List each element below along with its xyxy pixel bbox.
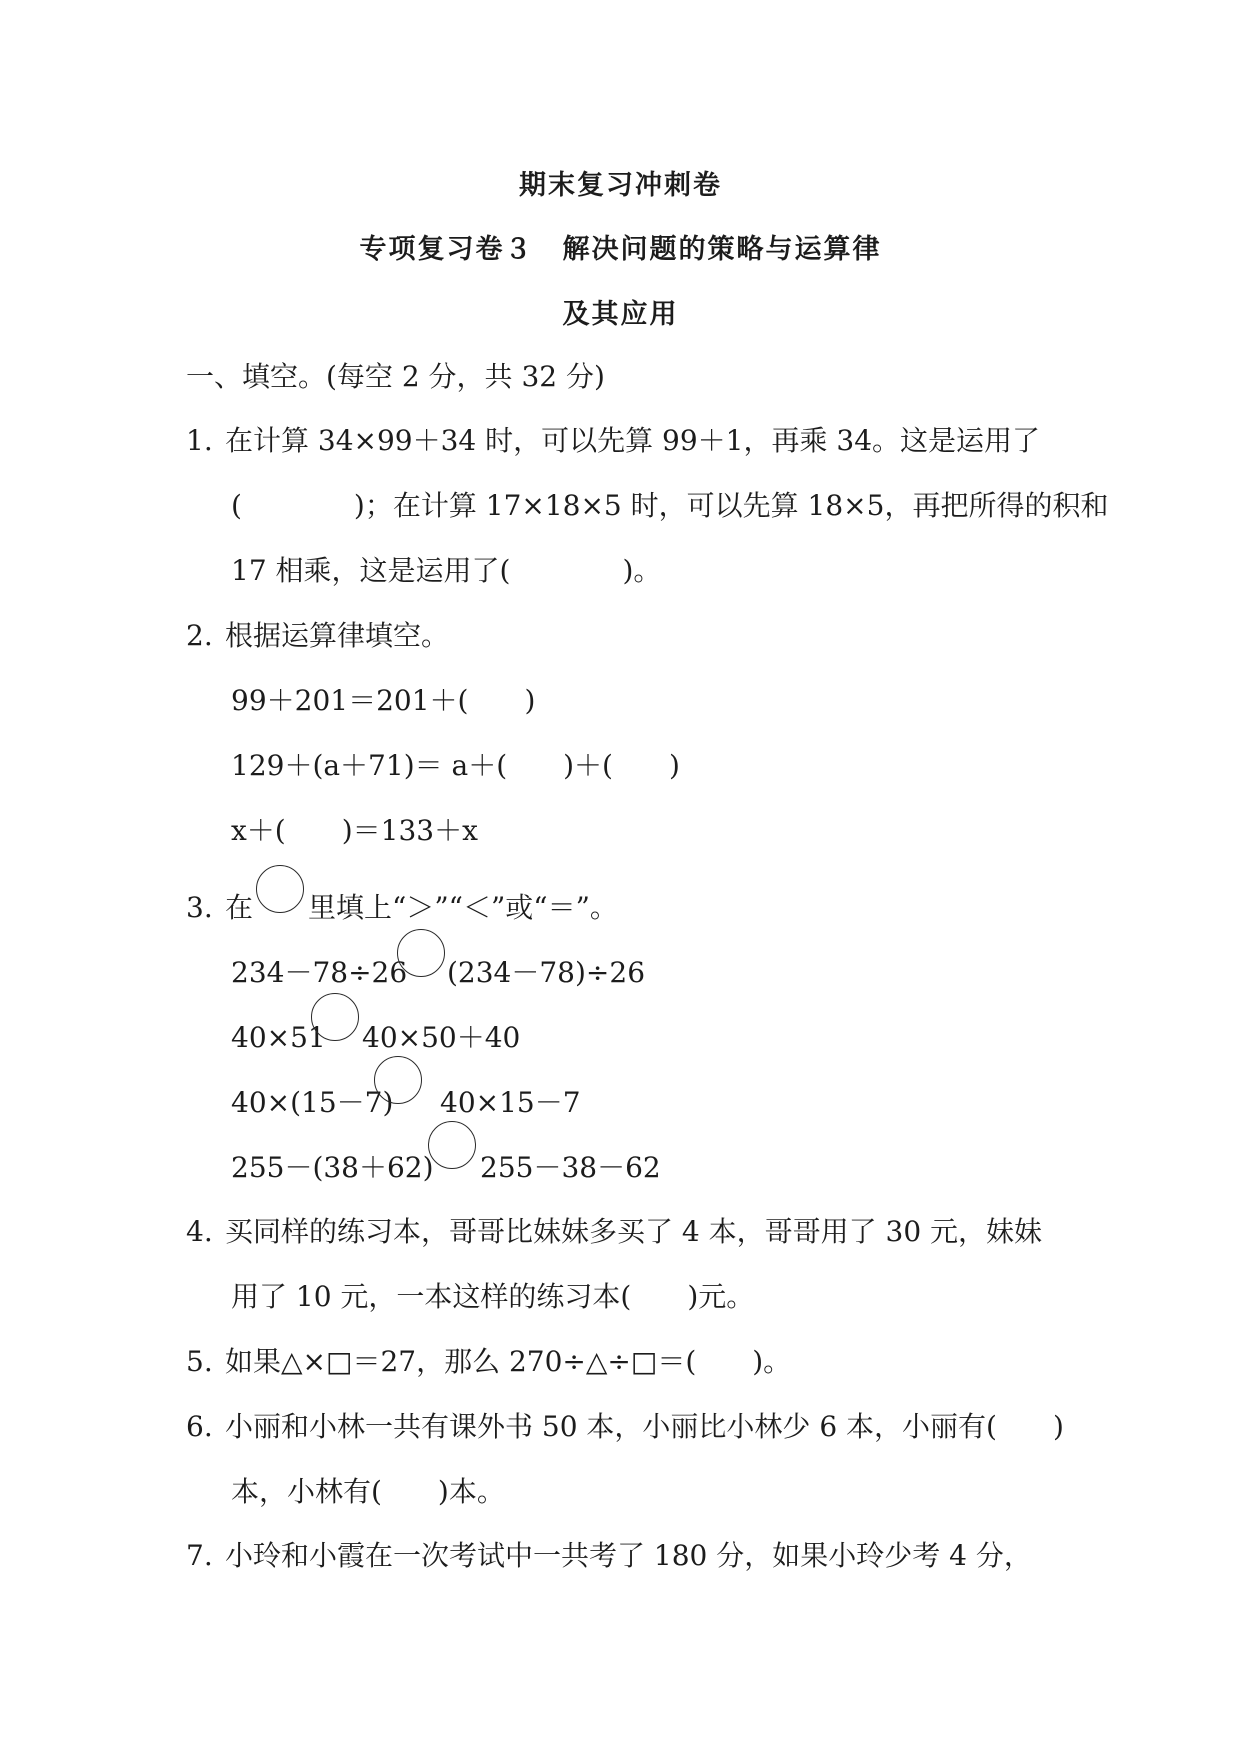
q6-line-2: 本，小林有( )本。 [231, 1475, 505, 1508]
q3-row3-left: 40×(15－7) [231, 1086, 394, 1119]
q3-instruction: 里填上“＞”“＜”或“＝”。 [308, 891, 618, 924]
q3-row2-right: 40×50＋40 [362, 1021, 521, 1054]
q2-equation-1: 99＋201＝201＋( ) [231, 684, 536, 717]
q4-number: 4. [186, 1215, 213, 1248]
q3-row3-answer-circle[interactable] [374, 1056, 422, 1104]
q3-row4-right: 255－38－62 [480, 1151, 661, 1184]
q4-line-1: 买同样的练习本，哥哥比妹妹多买了 4 本，哥哥用了 30 元，妹妹 [225, 1215, 1043, 1248]
q1-number: 1. [186, 424, 213, 457]
exam-title: 期末复习冲刺卷 [519, 170, 722, 201]
q3-row1-left: 234－78÷26 [231, 956, 408, 989]
q3-number: 3. [186, 891, 213, 924]
q3-row1-answer-circle[interactable] [397, 929, 445, 977]
q2-equation-3: x＋( )＝133＋x [231, 814, 478, 847]
q5-number: 5. [186, 1345, 213, 1378]
q3-answer-circle-sample [256, 865, 304, 913]
q2-instruction: 根据运算律填空。 [225, 619, 450, 652]
q5-line-1: 如果△×□＝27，那么 270÷△÷□＝( )。 [225, 1345, 792, 1378]
q3-row4-left: 255－(38＋62) [231, 1151, 434, 1184]
exam-subtitle-continued: 及其应用 [562, 299, 679, 330]
q4-line-2: 用了 10 元，一本这样的练习本( )元。 [231, 1280, 755, 1313]
q3-row2-answer-circle[interactable] [311, 993, 359, 1041]
q7-number: 7. [186, 1539, 213, 1572]
section-heading: 一、填空。(每空 2 分，共 32 分) [186, 360, 605, 393]
q1-line-3: 17 相乘，这是运用了( )。 [231, 554, 662, 587]
q1-line-2: ( )；在计算 17×18×5 时，可以先算 18×5，再把所得的积和 [231, 489, 1109, 522]
q7-line-1: 小玲和小霞在一次考试中一共考了 180 分，如果小玲少考 4 分， [225, 1539, 1032, 1572]
q6-number: 6. [186, 1410, 213, 1443]
q1-line-1: 在计算 34×99＋34 时，可以先算 99＋1，再乘 34。这是运用了 [225, 424, 1041, 457]
q3-row3-right: 40×15－7 [440, 1086, 581, 1119]
q3-row2-left: 40×51 [231, 1021, 326, 1054]
q3-prefix: 在 [225, 891, 254, 924]
q3-row1-right: (234－78)÷26 [447, 956, 646, 989]
q2-number: 2. [186, 619, 213, 652]
q2-equation-2: 129＋(a＋71)＝ a＋( )＋( ) [231, 749, 680, 782]
q3-row4-answer-circle[interactable] [428, 1121, 476, 1169]
q6-line-1: 小丽和小林一共有课外书 50 本，小丽比小林少 6 本，小丽有( ) [225, 1410, 1064, 1443]
exam-subtitle: 专项复习卷３ 解决问题的策略与运算律 [359, 234, 882, 265]
